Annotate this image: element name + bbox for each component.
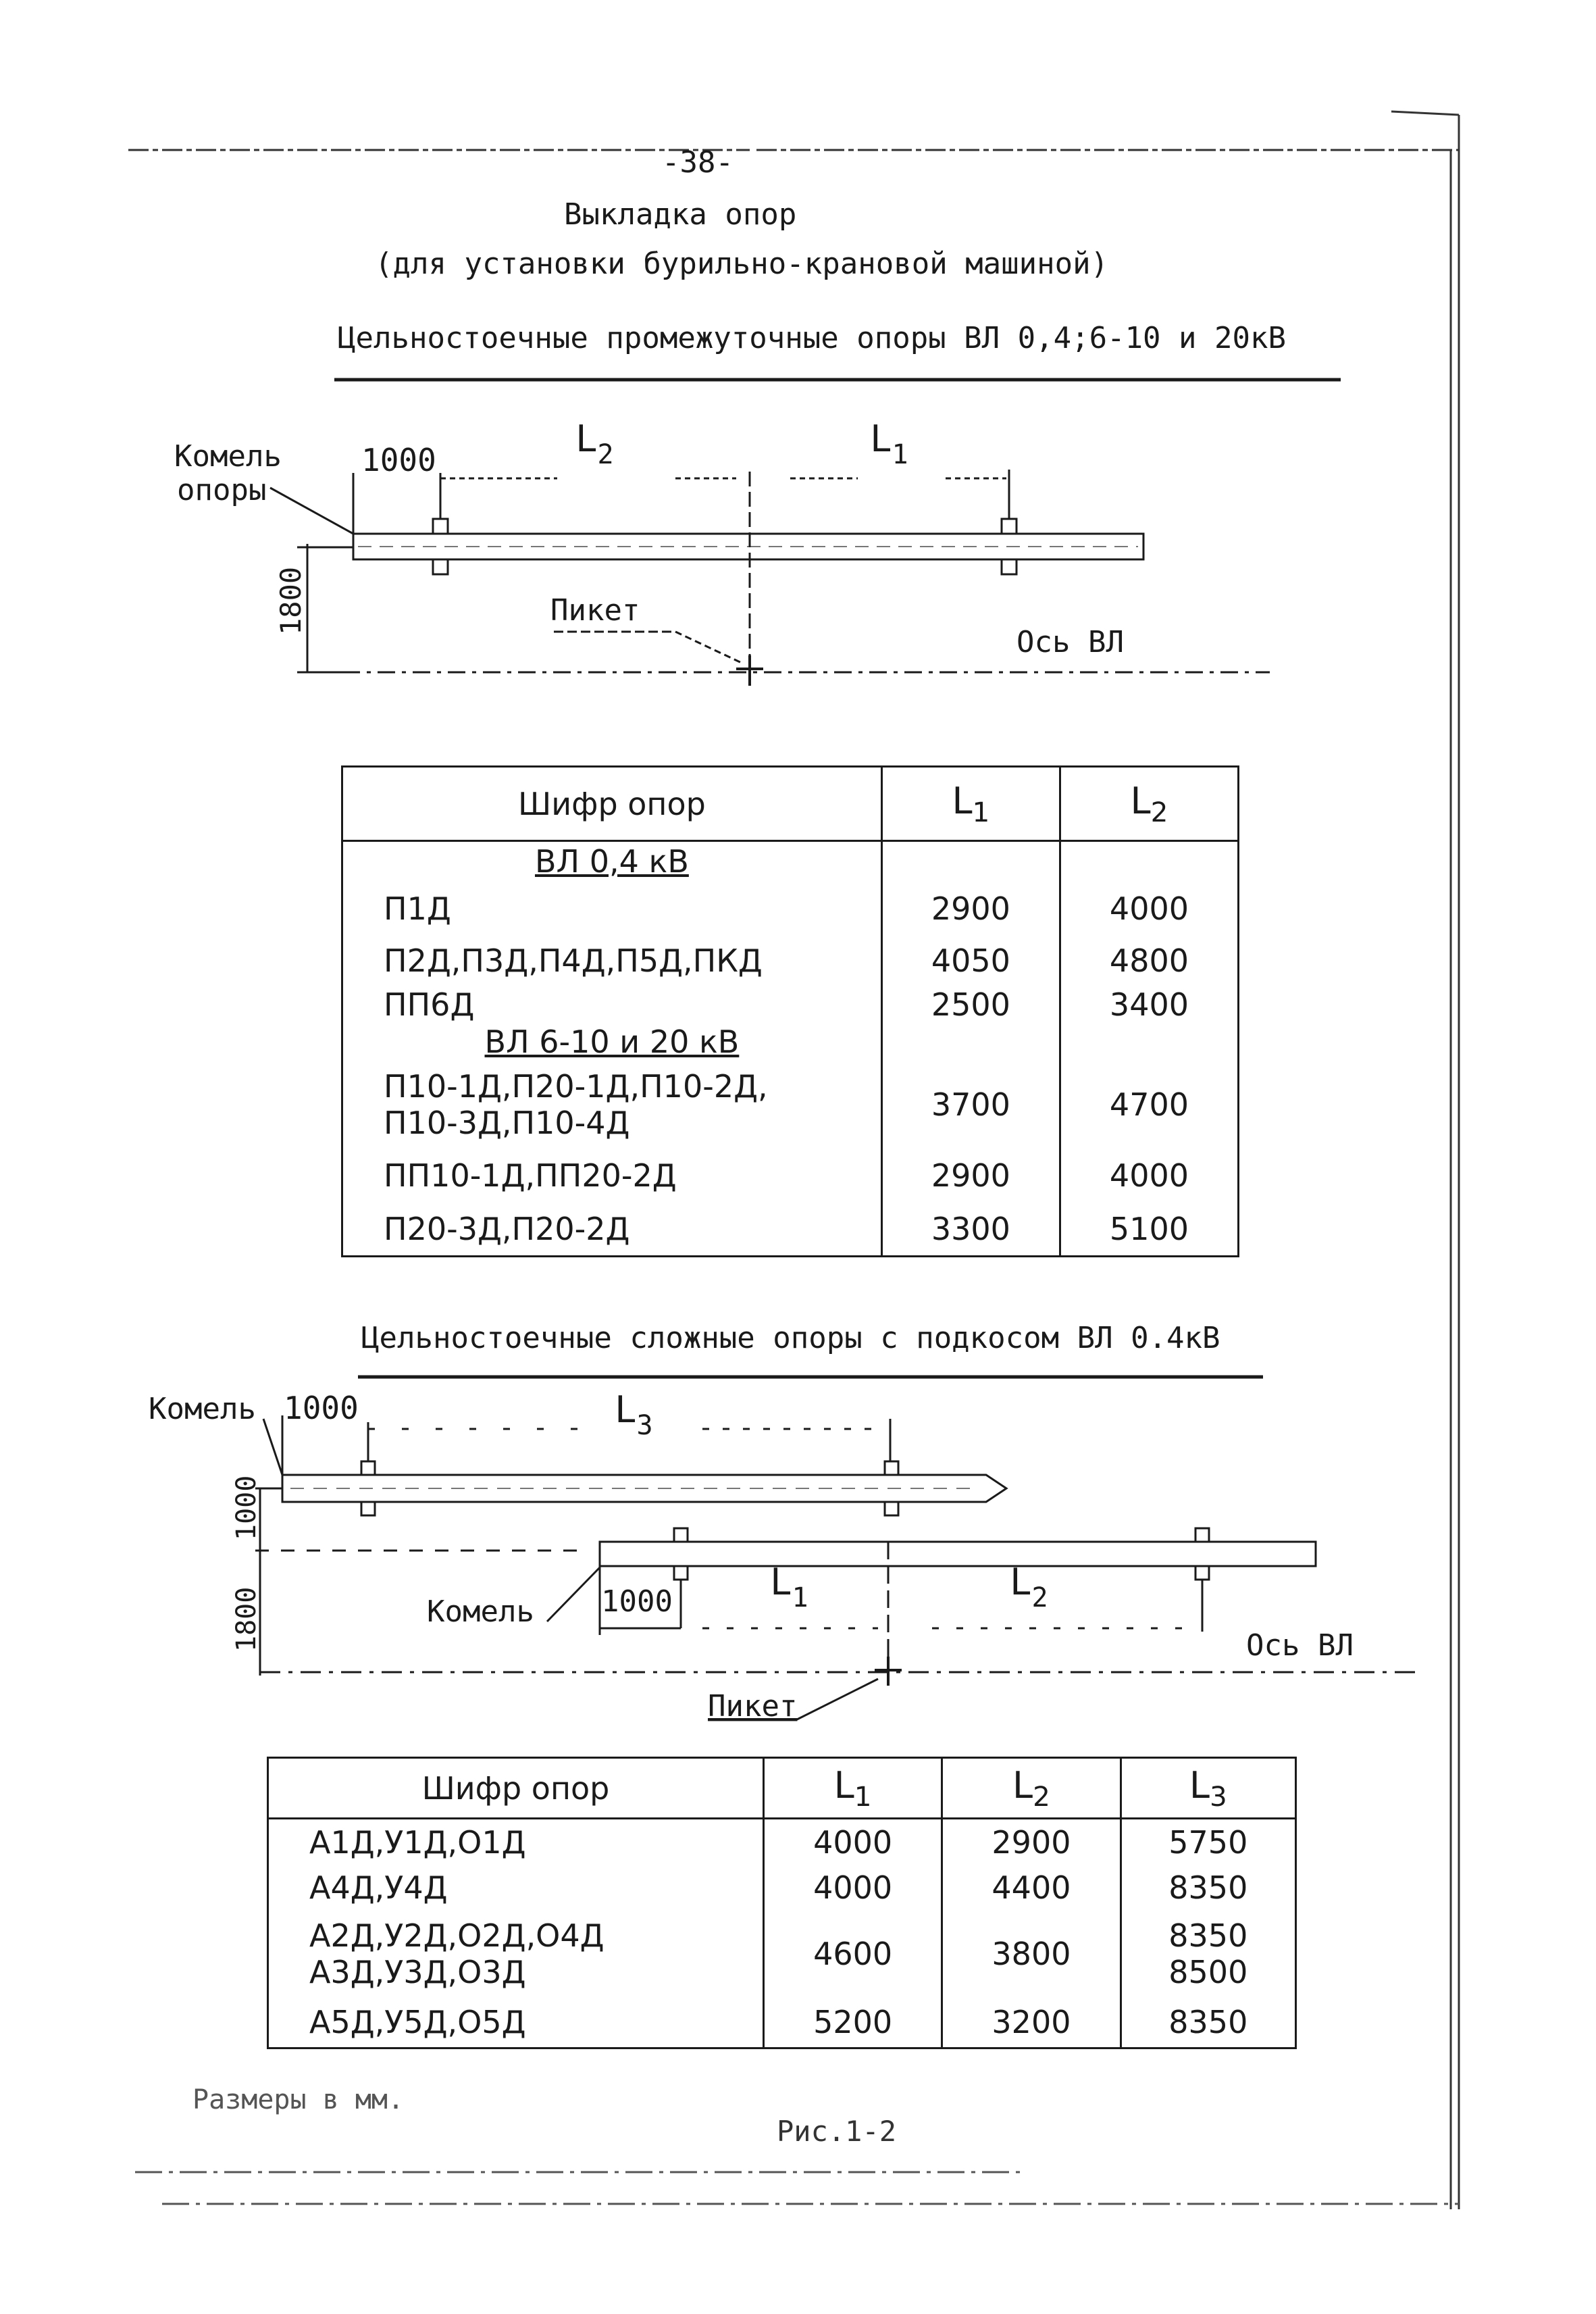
label-butt-bottom: Комель <box>427 1594 534 1629</box>
group-title: ВЛ 6-10 и 20 кВ <box>342 1024 882 1061</box>
section2-heading: Цельностоечные сложные опоры с подкосом ВЛ 0.4кВ <box>361 1321 1220 1355</box>
dim-l2: $L_2$ <box>575 418 614 470</box>
header-name: Шифр опор <box>268 1758 764 1819</box>
header-l2: $L_2$ <box>942 1758 1121 1819</box>
table-row: А5Д,У5Д,О5Д 5200 3200 8350 <box>268 1998 1296 2048</box>
picket-marker <box>797 1657 902 1719</box>
dimension-lines <box>255 1415 1202 1676</box>
section2-table <box>267 1757 1297 2049</box>
header-l2: $L_2$ <box>1060 767 1238 841</box>
page-subtitle: (для установки бурильно-крановой машиной) <box>375 247 1109 281</box>
dim-l3: $L_3$ <box>615 1388 653 1441</box>
table-header <box>268 1758 1296 1819</box>
label-axis: Ось ВЛ <box>1246 1628 1354 1663</box>
dim-1800: 1800 <box>274 566 307 635</box>
page-number: -38- <box>662 145 733 180</box>
label-butt-top: Комель <box>149 1392 256 1426</box>
label-butt-2: опоры <box>177 473 267 507</box>
strut-pole <box>282 1461 1006 1515</box>
table-row: П10-1Д,П20-1Д,П10-2Д, П10-3Д,П10-4Д 3700 4700 <box>342 1061 1239 1149</box>
label-picket: Пикет <box>708 1689 798 1724</box>
header-name: Шифр опор <box>342 767 882 841</box>
table-row: П2Д,П3Д,П4Д,П5Д,ПКД 4050 4800 <box>342 936 1239 986</box>
table-row: А1Д,У1Д,О1Д 4000 2900 5750 <box>268 1819 1296 1866</box>
dim-1000-bottom: 1000 <box>601 1584 673 1619</box>
label-axis: Ось ВЛ <box>1016 625 1124 659</box>
label-butt-1: Комель <box>174 439 282 474</box>
table-row: ПП6Д 2500 3400 <box>342 986 1239 1024</box>
units-note: Размеры в мм. <box>192 2084 405 2115</box>
header-l3: $L_3$ <box>1121 1758 1295 1819</box>
figure-caption: Рис.1-2 <box>777 2115 897 2148</box>
dim-1000: 1000 <box>361 442 436 478</box>
table-row: А2Д,У2Д,О2Д,О4Д А3Д,У3Д,О3Д 4600 3800 8350 8500 <box>268 1910 1296 1998</box>
dim-l1: $L_1$ <box>770 1561 808 1613</box>
header-l1: $L_1$ <box>881 767 1060 841</box>
dim-1000-side: 1000 <box>231 1475 262 1540</box>
dim-1800-side: 1800 <box>231 1586 262 1652</box>
group-title: ВЛ 0,4 кВ <box>342 841 882 882</box>
header-l1: $L_1$ <box>763 1758 942 1819</box>
dim-1000-top: 1000 <box>284 1390 359 1426</box>
section1-heading: Цельностоечные промежуточные опоры ВЛ 0,4;6-10 и 20кВ <box>338 321 1286 355</box>
table-row: П1Д 2900 4000 <box>342 882 1239 936</box>
dim-l1: $L_1$ <box>870 418 908 470</box>
page-title: Выкладка опор <box>564 197 797 232</box>
dim-l2: $L_2$ <box>1010 1561 1048 1613</box>
label-picket: Пикет <box>550 593 640 628</box>
main-pole <box>600 1528 1316 1580</box>
table-row: А4Д,У4Д 4000 4400 8350 <box>268 1866 1296 1910</box>
table-row: ПП10-1Д,ПП20-2Д 2900 4000 <box>342 1149 1239 1203</box>
table-row: П20-3Д,П20-2Д 3300 5100 <box>342 1203 1239 1257</box>
